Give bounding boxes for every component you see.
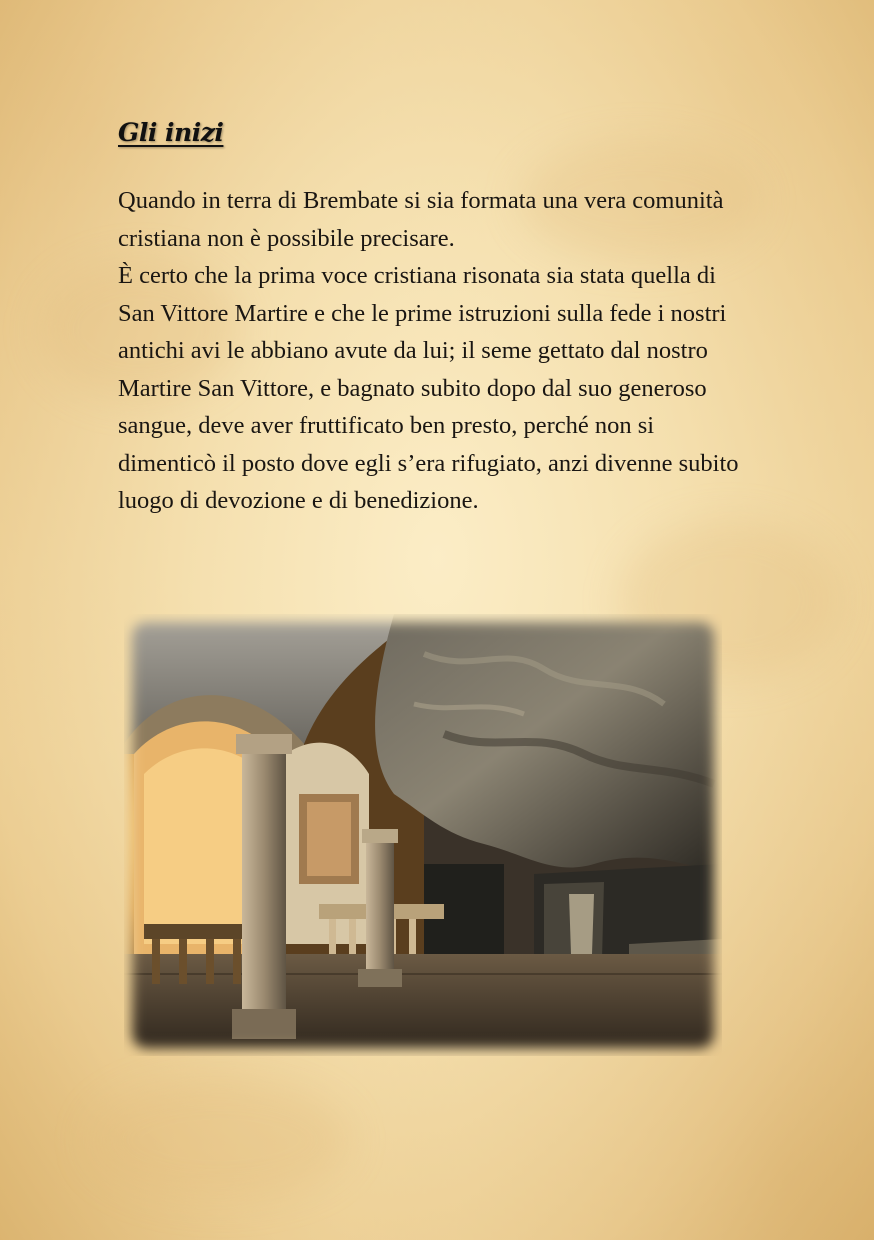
section-heading: Gli inizi: [118, 118, 224, 147]
cave-church-illustration: [124, 614, 722, 1056]
cave-church-photo: [124, 614, 722, 1056]
paragraph: È certo che la prima voce cristiana risonata sia stata quella di San Vittore Martire e che le prime istruzioni sulla fede i nostri antichi avi le abbiano avute da lui; il seme gettato dal nostro Martire San Vittore, e bagnato subito dopo dal suo generoso sangue, deve aver fruttificato ben presto, perché non si dimenticò il posto dove egli s’era rifugiato, anzi divenne subito luogo di devozione e di benedizione.: [118, 262, 739, 514]
parchment-stain: [90, 1080, 350, 1200]
body-text: [118, 182, 758, 520]
paragraph: Quando in terra di Brembate si sia formata una vera comunità cristiana non è possibile precisare.: [118, 187, 724, 252]
